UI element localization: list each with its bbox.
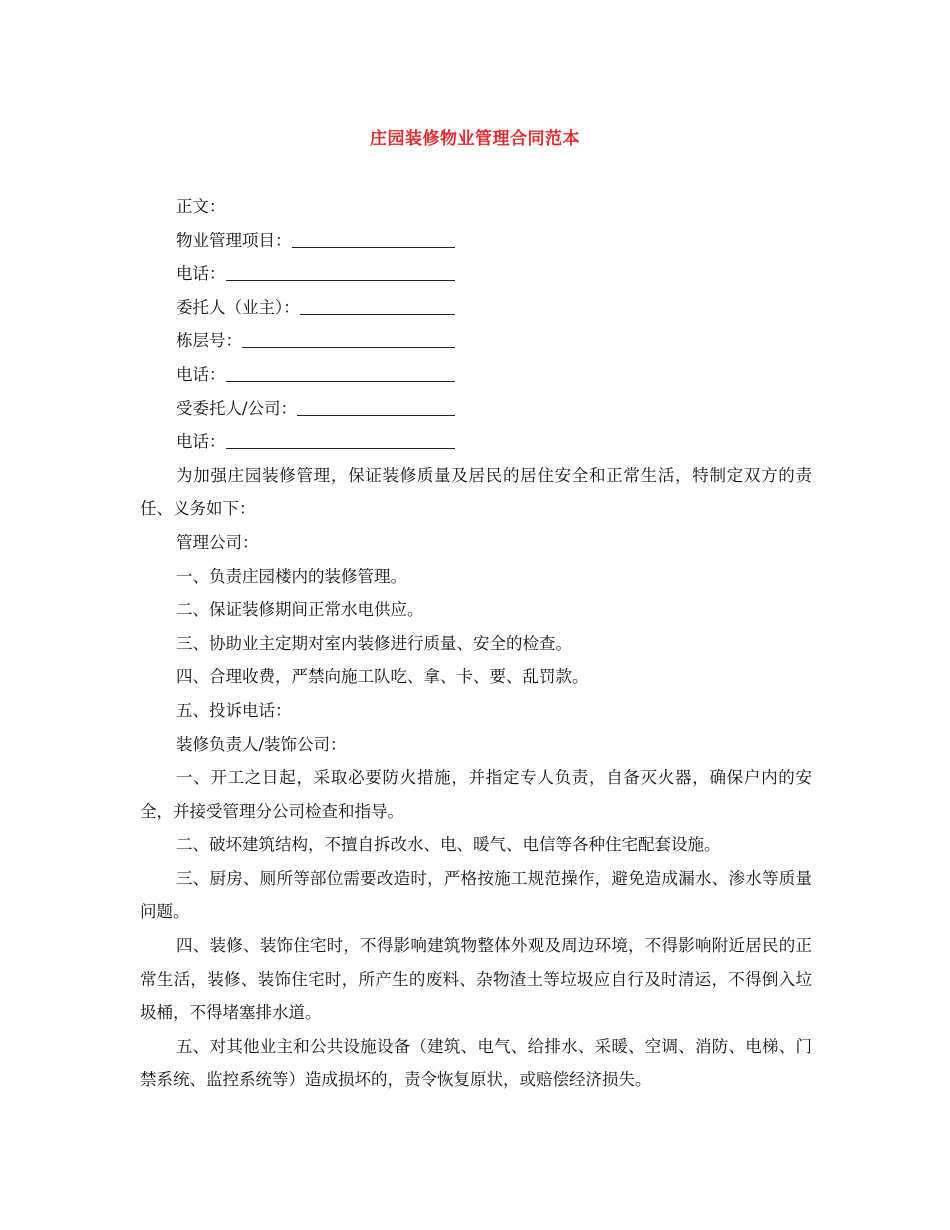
form-field-label: 电话： bbox=[176, 364, 226, 384]
form-field-label: 电话： bbox=[176, 264, 226, 284]
contract-paragraph: 五、对其他业主和公共设施设备（建筑、电气、给排水、采暖、空调、消防、电梯、门禁系统、监控系统等）造成损坏的，责令恢复原状，或赔偿经济损失。 bbox=[140, 1036, 812, 1090]
form-field-row bbox=[140, 358, 812, 392]
form-field-blank[interactable] bbox=[300, 294, 455, 315]
form-field-label: 正文： bbox=[176, 197, 226, 216]
contract-paragraph: 四、装修、装饰住宅时，不得影响建筑物整体外观及周边环境，不得影响附近居民的正常生活，装修、装饰住宅时，所产生的废料、杂物渣土等垃圾应自行及时清运，不得倒入垃圾桶，不得堵塞排水道。 bbox=[140, 936, 812, 1023]
form-field-blank[interactable] bbox=[242, 327, 455, 348]
form-field-row bbox=[140, 291, 812, 325]
contract-paragraph: 三、厨房、厕所等部位需要改造时，严格按施工规范操作，避免造成漏水、渗水等质量问题。 bbox=[140, 868, 812, 922]
form-field-row bbox=[140, 425, 812, 459]
document-body bbox=[140, 190, 812, 1097]
form-fields bbox=[140, 190, 812, 459]
form-field-blank[interactable] bbox=[226, 260, 456, 281]
form-field-label: 物业管理项目： bbox=[176, 230, 292, 250]
form-field-label: 受委托人/公司： bbox=[176, 398, 298, 418]
contract-paragraph: 二、破坏建筑结构，不擅自拆改水、电、暖气、电信等各种住宅配套设施。 bbox=[176, 835, 721, 855]
form-field-row bbox=[140, 190, 812, 224]
contract-paragraphs bbox=[140, 459, 812, 1097]
form-field-row bbox=[140, 392, 812, 426]
document-title: 庄园装修物业管理合同范本 bbox=[370, 129, 580, 149]
form-field-label: 委托人（业主）： bbox=[176, 297, 300, 317]
contract-paragraph: 一、负责庄园楼内的装修管理。 bbox=[176, 566, 407, 586]
contract-paragraph: 三、协助业主定期对室内装修进行质量、安全的检查。 bbox=[176, 633, 572, 653]
form-field-label: 电话： bbox=[176, 432, 226, 452]
form-field-label: 栋层号： bbox=[176, 331, 242, 351]
contract-paragraph: 二、保证装修期间正常水电供应。 bbox=[176, 600, 424, 620]
form-field-blank[interactable] bbox=[226, 428, 456, 449]
form-field-blank[interactable] bbox=[297, 395, 455, 416]
contract-paragraph: 四、合理收费，严禁向施工队吃、拿、卡、要、乱罚款。 bbox=[176, 667, 589, 687]
contract-paragraph: 管理公司： bbox=[176, 532, 259, 552]
form-field-blank[interactable] bbox=[292, 227, 456, 248]
form-field-row bbox=[140, 324, 812, 358]
form-field-blank[interactable] bbox=[226, 361, 456, 382]
contract-paragraph: 五、投诉电话： bbox=[176, 700, 292, 720]
contract-paragraph: 为加强庄园装修管理，保证装修质量及居民的居住安全和正常生活，特制定双方的责任、义务如下： bbox=[140, 465, 812, 519]
contract-paragraph: 装修负责人/装饰公司： bbox=[176, 734, 347, 754]
form-field-row bbox=[140, 257, 812, 291]
form-field-row bbox=[140, 224, 812, 258]
contract-paragraph: 一、开工之日起，采取必要防火措施，并指定专人负责，自备灭火器，确保户内的安全，并接受管理分公司检查和指导。 bbox=[140, 768, 812, 821]
